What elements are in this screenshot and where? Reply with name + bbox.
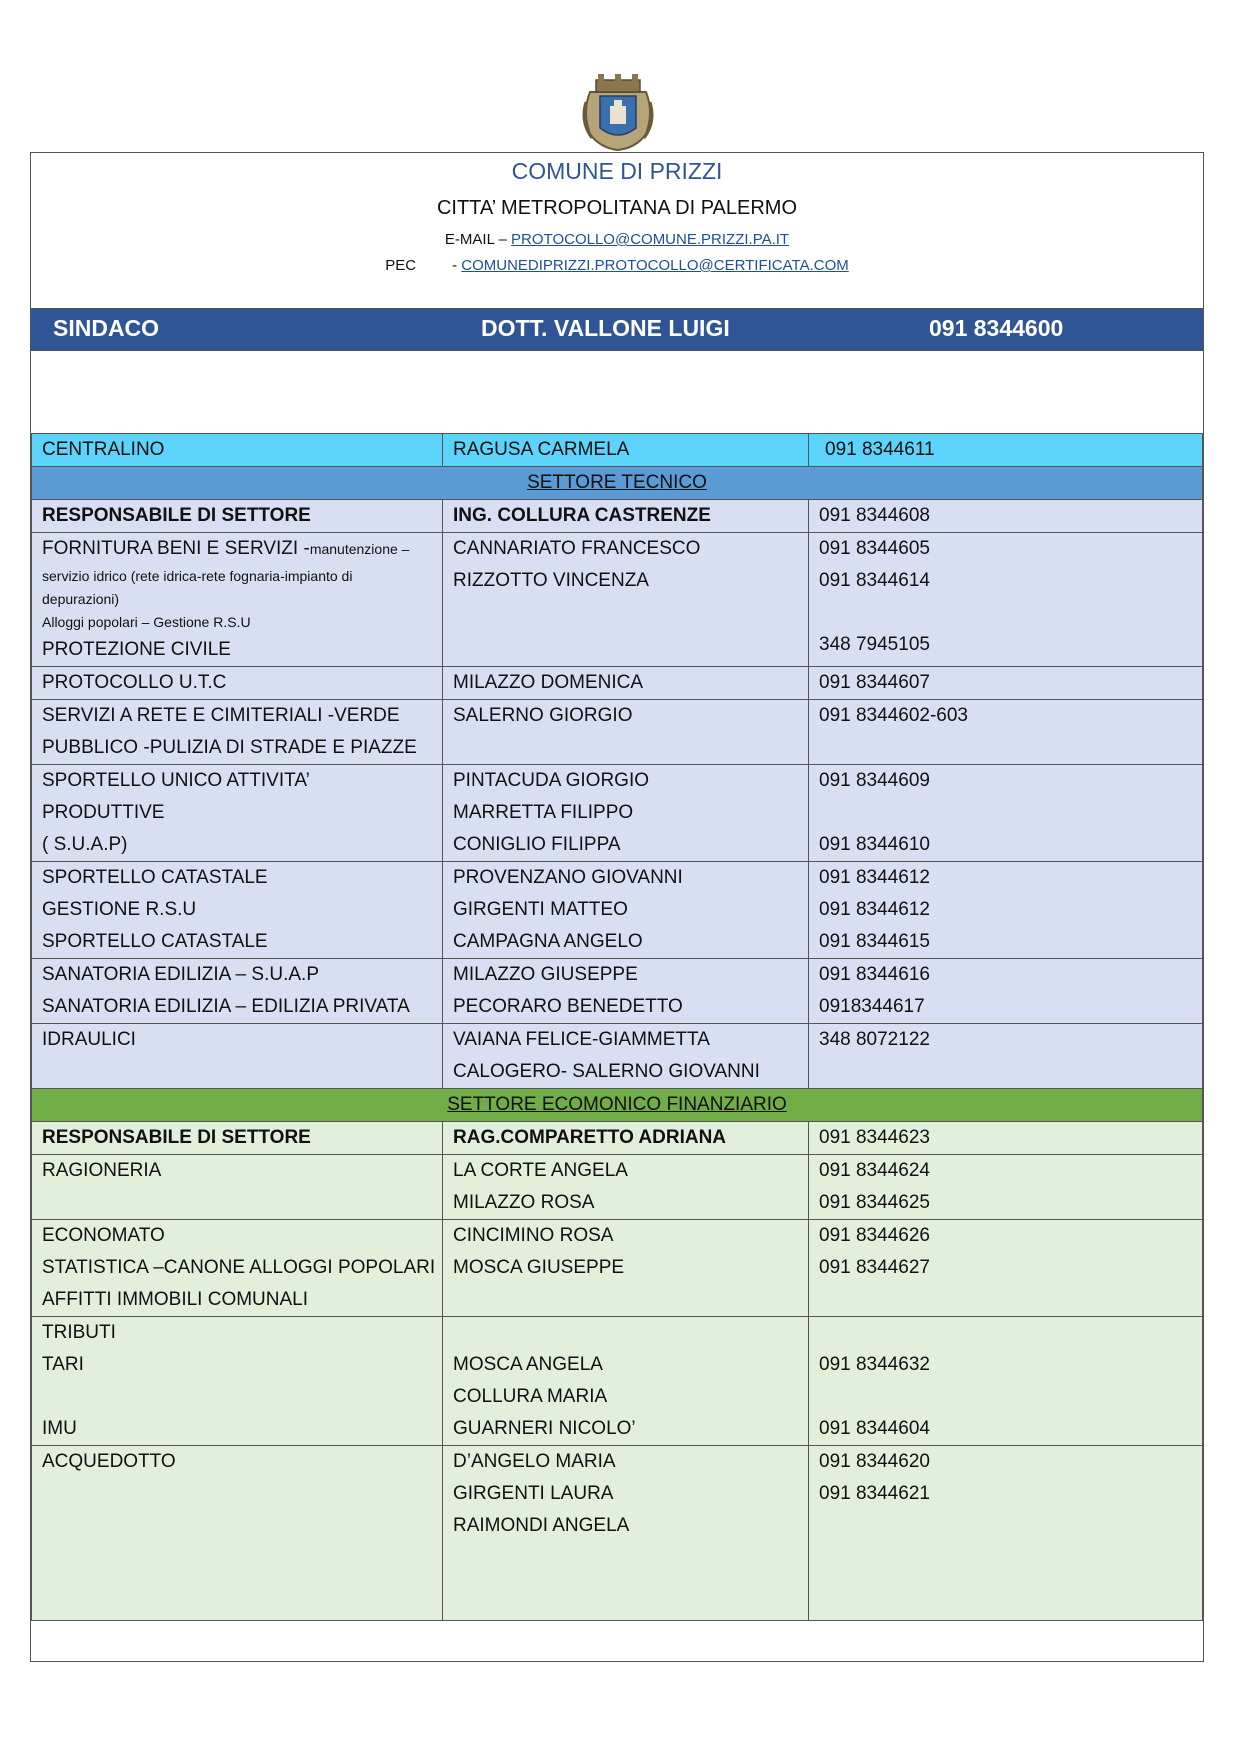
phone-number [819, 1317, 1192, 1349]
phone-number: 0918344617 [819, 996, 925, 1017]
page-title: COMUNE DI PRIZZI [511, 158, 723, 184]
staff-name: CONIGLIO FILIPPA [453, 834, 621, 855]
area-line: IDRAULICI [42, 1029, 136, 1050]
area-line: SPORTELLO CATASTALE [42, 867, 268, 888]
staff-name: PECORARO BENEDETTO [453, 996, 683, 1017]
phone-number [819, 1381, 1192, 1413]
phone-number: 091 8344626 [819, 1225, 930, 1246]
phone-number: 091 8344632 [819, 1354, 930, 1375]
pec-line [31, 257, 1203, 274]
area-line: IMU [42, 1418, 77, 1439]
area-cell [32, 1446, 443, 1621]
area-line: ( S.U.A.P) [42, 834, 128, 855]
staff-name: PINTACUDA GIORGIO [453, 770, 650, 791]
staff-cell [443, 700, 809, 765]
area-line [42, 533, 432, 565]
area-main-note: manutenzione – [309, 541, 410, 557]
staff-name: GUARNERI NICOLO’ [453, 1418, 636, 1439]
mayor-phone: 091 8344600 [929, 315, 1064, 341]
pec-link[interactable]: COMUNEDIPRIZZI.PROTOCOLLO@CERTIFICATA.COM [461, 257, 849, 274]
staff-name: MILAZZO ROSA [453, 1192, 595, 1213]
staff-name: D’ANGELO MARIA [453, 1451, 616, 1472]
area-cell [32, 1122, 443, 1155]
pec-separator: - [452, 257, 462, 274]
phone-number: 091 8344627 [819, 1257, 930, 1278]
section-header-cell [32, 467, 1203, 500]
table-row [32, 1024, 1203, 1089]
staff-cell [443, 1155, 809, 1220]
area-cell [32, 1317, 443, 1446]
phone-cell [809, 667, 1203, 700]
area-main: FORNITURA BENI E SERVIZI - [42, 538, 310, 559]
phone-cell [809, 959, 1203, 1024]
phone-number: 091 8344608 [819, 505, 930, 526]
staff-name: RAIMONDI ANGELA [453, 1515, 630, 1536]
phone-cell [809, 1317, 1203, 1446]
staff-name: CALOGERO- SALERNO GIOVANNI [453, 1061, 760, 1082]
phone-number: 091 8344610 [819, 834, 930, 855]
table-row [32, 862, 1203, 959]
table-row [32, 765, 1203, 862]
area-line: SANATORIA EDILIZIA – EDILIZIA PRIVATA [42, 996, 410, 1017]
staff-cell [443, 1446, 809, 1621]
area-note: depurazioni) [42, 591, 120, 607]
staff-name: CAMPAGNA ANGELO [453, 931, 643, 952]
staff-cell [443, 862, 809, 959]
staff-name: MOSCA GIUSEPPE [453, 1257, 625, 1278]
table-row-centralino [32, 434, 1203, 467]
staff-name: RIZZOTTO VINCENZA [453, 570, 649, 591]
subtitle: CITTA’ METROPOLITANA DI PALERMO [436, 197, 798, 219]
phone-number: 091 8344620 [819, 1451, 930, 1472]
staff-name: SALERNO GIORGIO [453, 705, 633, 726]
area-line: TARI [42, 1354, 84, 1375]
phone-cell [809, 1155, 1203, 1220]
area-cell [32, 533, 443, 667]
area-line: ECONOMATO [42, 1225, 165, 1246]
staff-cell [443, 959, 809, 1024]
phone-cell [809, 862, 1203, 959]
phone-number: 091 8344621 [819, 1483, 930, 1504]
phone-cell [809, 533, 1203, 667]
area-line: SPORTELLO UNICO ATTIVITA’ [42, 770, 310, 791]
staff-cell [443, 1024, 809, 1089]
directory-table [31, 433, 1203, 1621]
document-header [31, 153, 1203, 308]
phone-number: 091 8344607 [819, 672, 930, 693]
mayor-name: DOTT. VALLONE LUIGI [481, 315, 730, 341]
area-line: RAGIONERIA [42, 1160, 162, 1181]
area-cell [32, 959, 443, 1024]
phone-cell [809, 1122, 1203, 1155]
staff-name [453, 1317, 798, 1349]
area-cell [32, 1220, 443, 1317]
section-title: SETTORE ECOMONICO FINANZIARIO [447, 1094, 787, 1115]
staff-name: MILAZZO DOMENICA [453, 672, 644, 693]
area-cell [32, 700, 443, 765]
phone-cell [809, 1220, 1203, 1317]
staff-name: GIRGENTI MATTEO [453, 899, 628, 920]
staff-cell [443, 765, 809, 862]
centralino-role: CENTRALINO [32, 434, 443, 467]
phone-number: 348 7945105 [819, 634, 930, 655]
staff-cell [443, 1122, 809, 1155]
area-line: TRIBUTI [42, 1322, 116, 1343]
mayor-role: SINDACO [53, 315, 160, 341]
phone-number: 091 8344624 [819, 1160, 930, 1181]
table-row [32, 500, 1203, 533]
staff-name: LA CORTE ANGELA [453, 1160, 628, 1181]
staff-cell [443, 1317, 809, 1446]
phone-number: 091 8344616 [819, 964, 930, 985]
phone-cell [809, 1446, 1203, 1621]
area-line: SERVIZI A RETE E CIMITERIALI -VERDE [42, 705, 400, 726]
staff-name: MARRETTA FILIPPO [453, 802, 634, 823]
table-row [32, 1122, 1203, 1155]
staff-cell [443, 1220, 809, 1317]
staff-name: GIRGENTI LAURA [453, 1483, 614, 1504]
phone-cell [809, 700, 1203, 765]
phone-number: 091 8344604 [819, 1418, 930, 1439]
staff-name: COLLURA MARIA [453, 1386, 608, 1407]
phone-number: 091 8344602-603 [819, 705, 968, 726]
section-header-cell [32, 1089, 1203, 1122]
spacer [31, 351, 1203, 433]
area-cell [32, 765, 443, 862]
table-row [32, 700, 1203, 765]
table-row [32, 533, 1203, 667]
email-line [31, 231, 1203, 248]
municipal-crest-icon [580, 72, 656, 152]
staff-name: VAIANA FELICE-GIAMMETTA [453, 1029, 710, 1050]
area-line: ACQUEDOTTO [42, 1451, 176, 1472]
phone-number [819, 597, 1192, 629]
staff-name: ING. COLLURA CASTRENZE [453, 505, 711, 526]
staff-cell [443, 500, 809, 533]
section-header [32, 1089, 1203, 1122]
phone-number: 348 8072122 [819, 1029, 930, 1050]
directory-frame [30, 152, 1204, 1662]
email-link[interactable]: PROTOCOLLO@COMUNE.PRIZZI.PA.IT [511, 231, 790, 248]
area-line: RESPONSABILE DI SETTORE [42, 505, 311, 526]
phone-number: 091 8344614 [819, 570, 930, 591]
phone-number: 091 8344605 [819, 538, 930, 559]
section-header [32, 467, 1203, 500]
staff-name: CINCIMINO ROSA [453, 1225, 614, 1246]
area-line [42, 1381, 432, 1413]
phone-number: 091 8344609 [819, 770, 930, 791]
section-title: SETTORE TECNICO [527, 472, 707, 493]
area-line: PUBBLICO -PULIZIA DI STRADE E PIAZZE [42, 737, 417, 758]
centralino-name: RAGUSA CARMELA [443, 434, 809, 467]
phone-number: 091 8344612 [819, 867, 930, 888]
table-row [32, 667, 1203, 700]
area-cell [32, 667, 443, 700]
table-row [32, 959, 1203, 1024]
area-cell [32, 862, 443, 959]
area-line: STATISTICA –CANONE ALLOGGI POPOLARI [42, 1257, 436, 1278]
phone-number: 091 8344615 [819, 931, 930, 952]
area-cell [32, 1155, 443, 1220]
area-cell [32, 500, 443, 533]
area-line: PRODUTTIVE [42, 802, 165, 823]
phone-number [819, 797, 1192, 829]
area-line: SPORTELLO CATASTALE [42, 931, 268, 952]
phone-cell [809, 1024, 1203, 1089]
staff-cell [443, 533, 809, 667]
area-line: AFFITTI IMMOBILI COMUNALI [42, 1289, 309, 1310]
area-cell [32, 1024, 443, 1089]
staff-name: MOSCA ANGELA [453, 1354, 603, 1375]
staff-name: RAG.COMPARETTO ADRIANA [453, 1127, 727, 1148]
area-line: PROTOCOLLO U.T.C [42, 672, 227, 693]
centralino-phone: 091 8344611 [809, 434, 1203, 467]
phone-cell [809, 500, 1203, 533]
table-row [32, 1317, 1203, 1446]
area-line: SANATORIA EDILIZIA – S.U.A.P [42, 964, 320, 985]
mayor-bar [31, 308, 1203, 351]
phone-number: 091 8344623 [819, 1127, 930, 1148]
table-row [32, 1155, 1203, 1220]
phone-number: 091 8344612 [819, 899, 930, 920]
email-label: E-MAIL – [444, 231, 512, 248]
table-row [32, 1446, 1203, 1621]
table-row [32, 1220, 1203, 1317]
staff-name: PROVENZANO GIOVANNI [453, 867, 683, 888]
area-line: RESPONSABILE DI SETTORE [42, 1127, 311, 1148]
area-line: PROTEZIONE CIVILE [42, 639, 231, 660]
phone-number: 091 8344625 [819, 1192, 930, 1213]
phone-cell [809, 765, 1203, 862]
staff-cell [443, 667, 809, 700]
staff-name: CANNARIATO FRANCESCO [453, 538, 701, 559]
area-line: GESTIONE R.S.U [42, 899, 197, 920]
staff-name: MILAZZO GIUSEPPE [453, 964, 638, 985]
area-note: Alloggi popolari – Gestione R.S.U [42, 614, 251, 630]
area-note: servizio idrico (rete idrica-rete fognaria-impianto di [42, 568, 353, 584]
pec-label: PEC [385, 257, 417, 274]
